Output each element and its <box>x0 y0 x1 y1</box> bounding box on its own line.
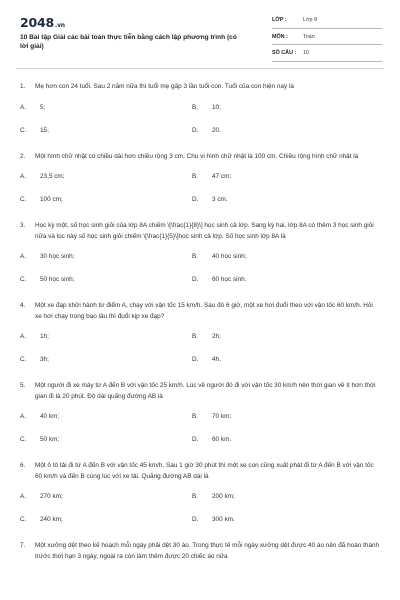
option-text: 270 km; <box>40 493 63 500</box>
question-text-block <box>20 152 384 163</box>
option-letter: B. <box>192 413 199 420</box>
question-text: Một xe đạp khởi hành từ điểm A, chạy với vận tốc 15 km/h. Sau đó 6 giờ, một xe hơi đuổi theo với vận tốc 60 km/h. Hỏi xe hơi chạy trong bao lâu thì đuổi kịp xe đạp? <box>35 302 373 320</box>
logo-text: 2048 <box>20 15 54 30</box>
question-item <box>20 461 384 525</box>
option-text: 100 cm; <box>40 196 63 203</box>
option-letter: A. <box>20 413 27 420</box>
question-text: Một hình chữ nhật có chiều dài hơn chiều rộng 3 cm. Chu vi hình chữ nhật là 100 cm. Chiều rộng hình chữ nhật là <box>35 152 359 160</box>
option-letter: C. <box>20 276 27 283</box>
answer-option[interactable] <box>20 435 192 445</box>
option-text: 30 học sinh; <box>40 253 75 260</box>
document-header <box>20 12 380 58</box>
option-letter: C. <box>20 436 27 443</box>
question-text: Mẹ hơn con 24 tuổi. Sau 2 năm nữa thì tuổi mẹ gấp 3 lần tuổi con. Tuổi của con hiện nay là <box>35 83 294 90</box>
meta-table <box>272 12 382 62</box>
answer-option[interactable] <box>192 515 364 525</box>
answer-option[interactable] <box>20 412 192 422</box>
option-text: 23,5 cm; <box>40 173 65 180</box>
meta-row-class <box>272 12 382 29</box>
answer-option[interactable] <box>20 195 192 205</box>
question-number: 3. <box>20 222 26 229</box>
question-text: Một người đi xe máy từ A đến B với vận tốc 25 km/h. Lúc về người đó đi với vận tốc 30 km/h nên thời gian về ít hơn thời gian đi là 20 phút. Độ dài quãng đường AB là <box>35 382 376 400</box>
answer-option[interactable] <box>20 172 192 182</box>
answer-option[interactable] <box>192 355 364 365</box>
question-number: 1. <box>20 83 26 90</box>
question-text: Một xưởng dệt theo kế hoạch mỗi ngày phải dệt 30 áo. Trong thực tế mỗi ngày xưởng dệt được 40 áo nên đã hoàn thành trước thời hạn 3 ngày, ngoài ra còn làm thêm được 20 chiếc áo nữa <box>35 542 380 560</box>
option-text: 50 km; <box>40 436 60 443</box>
answer-option[interactable] <box>192 126 364 136</box>
option-text: 240 km; <box>40 516 63 523</box>
question-number: 4. <box>20 302 26 309</box>
option-letter: B. <box>192 173 199 180</box>
option-text: 3 cm. <box>212 196 228 203</box>
meta-key: SỐ CÂU : <box>272 50 297 56</box>
logo-tld: .vn <box>55 22 65 29</box>
option-letter: D. <box>192 126 199 134</box>
option-letter: D. <box>192 276 199 283</box>
option-text: 5; <box>40 103 46 111</box>
answer-option[interactable] <box>192 332 364 342</box>
question-item <box>20 152 384 206</box>
answer-options <box>20 252 384 285</box>
meta-value: Lớp 8 <box>303 17 318 23</box>
answer-option[interactable] <box>20 252 192 262</box>
option-text: 300 km. <box>212 516 235 523</box>
option-letter: B. <box>192 493 199 500</box>
answer-options <box>20 412 384 445</box>
question-item <box>20 82 384 136</box>
document-title: 10 Bài tập Giải các bài toán thực tiễn bằng cách lập phương trình (có lời giải) <box>20 34 237 50</box>
answer-option[interactable] <box>192 195 364 205</box>
answer-option[interactable] <box>20 275 192 285</box>
question-item <box>20 381 384 445</box>
answer-options <box>20 103 384 136</box>
question-text-block <box>20 221 384 242</box>
meta-key: LỚP : <box>272 17 287 23</box>
question-item <box>20 221 384 285</box>
answer-option[interactable] <box>192 412 364 422</box>
question-text-block <box>20 381 384 402</box>
option-letter: C. <box>20 516 27 523</box>
answer-option[interactable] <box>20 492 192 502</box>
answer-option[interactable] <box>20 332 192 342</box>
option-text: 50 học sinh; <box>40 276 75 283</box>
option-text: 2h; <box>212 333 221 340</box>
option-letter: A. <box>20 173 27 180</box>
answer-option[interactable] <box>192 252 364 262</box>
answer-option[interactable] <box>192 103 364 113</box>
option-letter: C. <box>20 356 27 363</box>
meta-key: MÔN : <box>272 33 288 40</box>
question-text-block <box>20 82 384 93</box>
option-letter: B. <box>192 103 199 111</box>
option-letter: D. <box>192 436 199 443</box>
site-logo[interactable] <box>20 15 65 30</box>
question-item <box>20 541 384 562</box>
meta-value: Toán <box>303 33 315 40</box>
answer-option[interactable] <box>20 126 192 136</box>
question-text-block <box>20 461 384 482</box>
meta-row-count <box>272 45 382 62</box>
answer-options <box>20 332 384 365</box>
option-letter: D. <box>192 356 199 363</box>
question-number: 5. <box>20 382 26 389</box>
option-letter: A. <box>20 493 27 500</box>
option-letter: A. <box>20 333 27 340</box>
option-letter: A. <box>20 253 27 260</box>
question-list <box>20 82 384 578</box>
answer-options <box>20 172 384 205</box>
option-letter: B. <box>192 333 199 340</box>
answer-option[interactable] <box>20 515 192 525</box>
answer-option[interactable] <box>192 172 364 182</box>
option-letter: C. <box>20 126 27 134</box>
option-text: 60 km. <box>212 436 232 443</box>
answer-option[interactable] <box>20 103 192 113</box>
option-text: 3h; <box>40 356 49 363</box>
option-text: 4h. <box>212 356 221 363</box>
question-text: Học kỳ một, số học sinh giỏi của lớp 8A chiếm \[\frac{1}{8}\] học sinh cả lớp. Sang kỳ hai, lớp 8A có thêm 3 học sinh giỏi nữa và lúc này số học sinh giỏi chiếm \[\frac{1}{5}\]học sinh cả lớp. Số học sinh lớp 8A là <box>35 222 374 240</box>
option-letter: D. <box>192 196 199 203</box>
question-item <box>20 301 384 365</box>
option-text: 70 km; <box>212 413 232 420</box>
option-text: 60 học sinh. <box>212 276 247 283</box>
option-letter: A. <box>20 103 27 111</box>
option-letter: C. <box>20 196 27 203</box>
meta-row-subject <box>272 29 382 46</box>
option-text: 47 cm; <box>212 173 232 180</box>
answer-option[interactable] <box>192 275 364 285</box>
option-text: 200 km; <box>212 493 235 500</box>
option-text: 20. <box>212 126 221 134</box>
question-text-block <box>20 541 384 562</box>
question-number: 2. <box>20 152 26 160</box>
option-letter: B. <box>192 253 199 260</box>
answer-options <box>20 492 384 525</box>
header-divider <box>16 68 384 69</box>
option-letter: D. <box>192 516 199 523</box>
question-text: Một ô tô tải đi từ A đến B với vận tốc 45 km/h. Sau 1 giờ 30 phút thì một xe con cũng xuất phát đi từ A đến B với vận tốc 60 km/h và đến B cùng lúc với xe tải. Quãng đường AB dài là <box>35 462 374 480</box>
option-text: 40 km; <box>40 413 60 420</box>
question-number: 6. <box>20 462 26 469</box>
option-text: 1h; <box>40 333 49 340</box>
meta-value: 10 <box>303 50 309 56</box>
answer-option[interactable] <box>20 355 192 365</box>
option-text: 10; <box>212 103 221 111</box>
question-text-block <box>20 301 384 322</box>
answer-option[interactable] <box>192 435 364 445</box>
option-text: 40 học sinh; <box>212 253 247 260</box>
option-text: 15; <box>40 126 49 134</box>
question-number: 7. <box>20 542 26 549</box>
answer-option[interactable] <box>192 492 364 502</box>
